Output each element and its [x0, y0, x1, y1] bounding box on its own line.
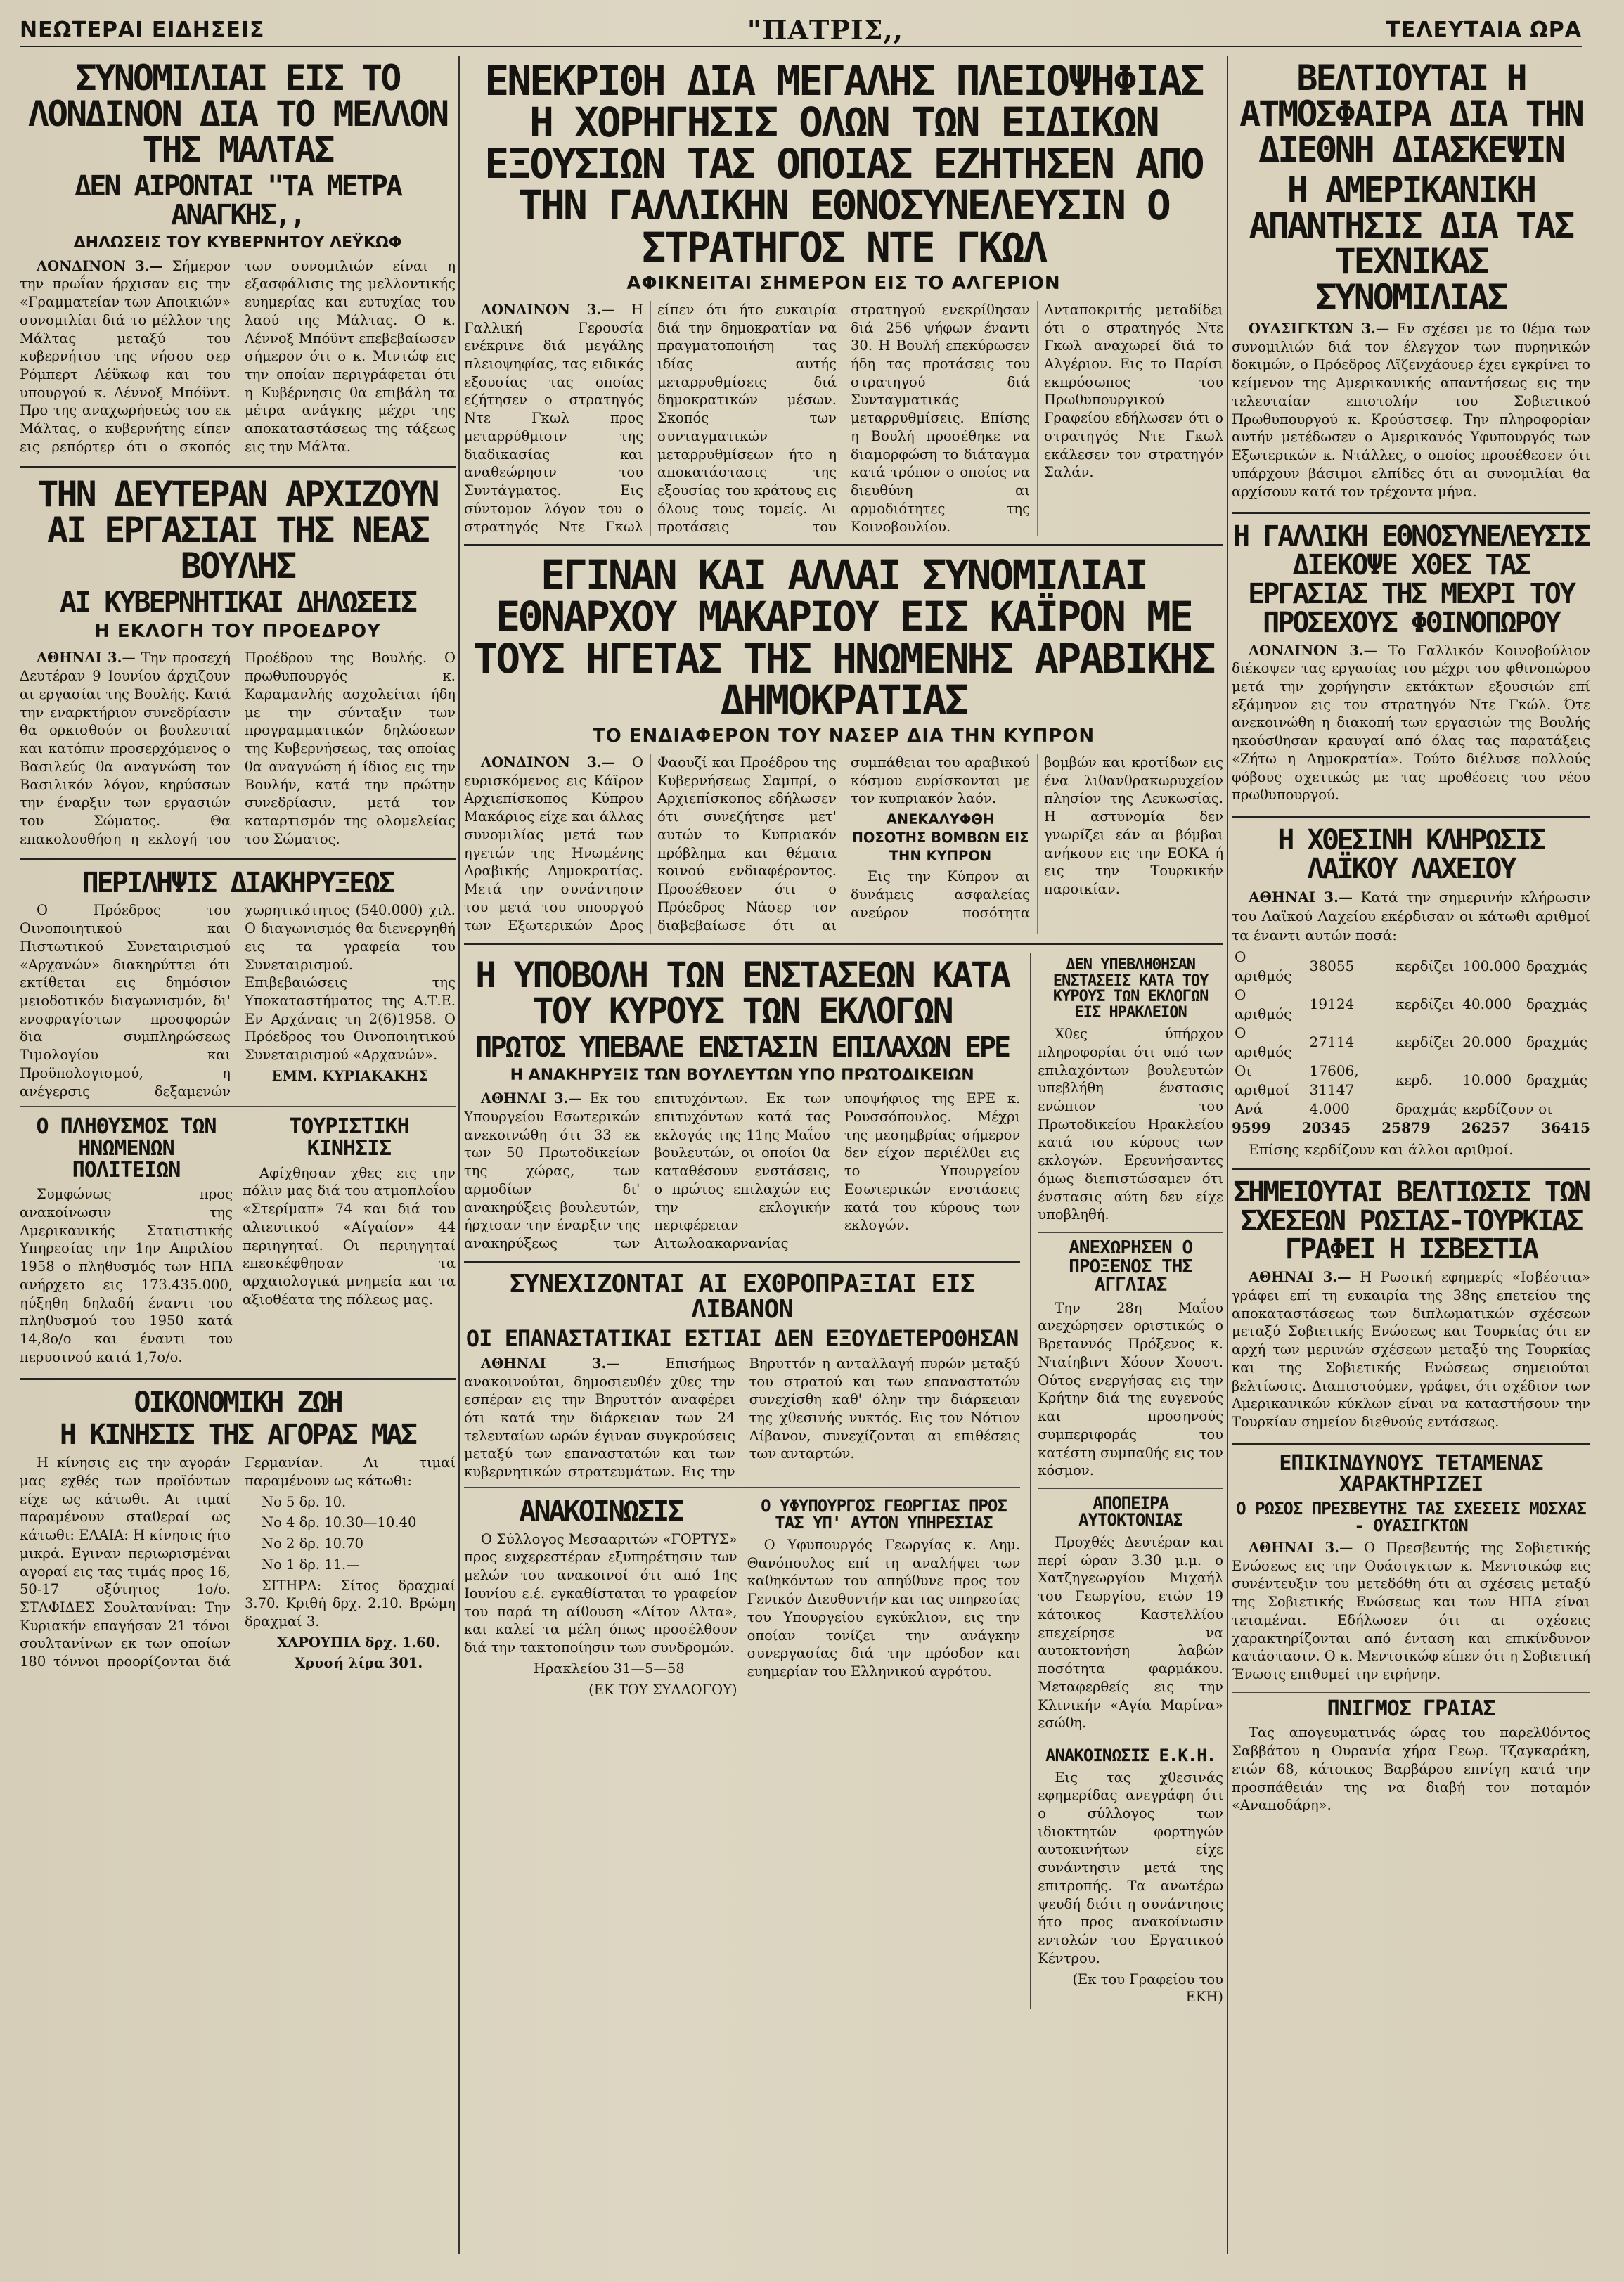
prize-amount: 40.000	[1462, 995, 1512, 1013]
article-body	[243, 1164, 456, 1312]
winning-number: 26257	[1461, 1119, 1511, 1136]
row-label: Οι αριθμοί	[1235, 1062, 1290, 1098]
signature: ΕΜΜ. ΚΥΡΙΑΚΑΚΗΣ	[271, 1067, 429, 1084]
newspaper-name: "ΠΑΤΡΙΣ,,	[747, 13, 903, 46]
divider	[1232, 1692, 1590, 1693]
headline: ΣΥΝΕΧΙΖΟΝΤΑΙ ΑΙ ΕΧΘΡΟΠΡΑΞΙΑΙ ΕΙΣ ΛΙΒΑΝΟΝ	[509, 1269, 975, 1324]
row-label: Ανά	[1235, 1100, 1263, 1117]
lower-center	[464, 953, 1223, 2009]
divider	[1232, 816, 1590, 818]
article-body	[1038, 1025, 1223, 1227]
headline: ΑΠΟΠΕΙΡΑ ΑΥΤΟΚΤΟΝΙΑΣ	[1078, 1493, 1183, 1530]
charoupia-text: ΧΑΡΟΥΠΙΑ δρχ. 1.60.	[277, 1634, 440, 1651]
dateline: ΑΘΗΝΑΙ 3.—	[1249, 1539, 1353, 1556]
article-oikonomiki	[20, 1388, 456, 1674]
winning-number: 19124	[1309, 995, 1355, 1013]
article-body	[1232, 320, 1590, 503]
article-body	[1232, 1724, 1590, 1817]
article-lottery	[1232, 826, 1590, 1159]
dateline: ΛΟΝΔΙΝΟΝ 3.—	[37, 257, 163, 274]
body-text: Αφίχθησαν χθες εις την πόλιν μας διά του ατμοπλοΐου «Στερίμαπ» 74 και διά του αλιευτικού «Αίγαίον» 44 περιηγηταί. Οι περιηγηταί επεσκέφθησαν τα αρχαιολογικά μνημεία και τα αξιοθέατα της πόλεως μας.	[243, 1164, 456, 1308]
divider	[464, 1487, 1020, 1488]
body-text: Εν σχέσει με το θέμα των συνομιλιών διά τον έλεγχον των πυρηνικών δοκιμών, ο Πρόεδρος Αϊζενχάουερ έχει εγκρίνει το κείμενον της Αμερικανικής απαντήσεως εις την τελευταίαν επιστολήν του Σοβιετικού Πρωθυπουργού κ. Κρούστσεφ. Την πληροφορίαν αυτήν μετέδωσεν ο Αμερικανός Υφυπουργός των Εξωτερικών κ. Ντάλλες, ο οποίος προσέθεσεν ότι υπάρχουν βάσιμοι ελπίδες ότι αι συνομιλίαι θα αρχίσουν κατά τον τρέχοντα μήνα.	[1232, 321, 1590, 500]
subheadline: ΠΡΩΤΟΣ ΥΠΕΒΑΛΕ ΕΝΣΤΑΣΙΝ ΕΠΙΛΑΧΩΝ ΕΡΕ	[475, 1031, 1010, 1064]
body-text: Η Γαλλική Γερουσία ενέκρινε διά μεγάλης πλειοψηφίας, τας ειδικάς εξουσίας τας οποίας εζήτησεν ο στρατηγός Ντε Γκωλ προς μεταρρύθμισιν της διαδικασίας και αναθεώρησιν του Συντάγματος. Εις σύντομον λόγον του ο στρατηγός Ντε Γκωλ είπεν ότι ήτο ευκαιρία διά την δημοκρατίαν να πραγματοποιήση τας ιδίας αυτής μεταρρυθμίσεις διά δημοκρατικών μέσων. Σκοπός των συνταγματικών μεταρρυθμίσεων ήτο η αποκατάστασις της εξουσίας του κράτους εις όλους τους τομείς. Αι προτάσεις του στρατηγού ενεκρίθησαν διά 256 ψήφων έναντι 30. Η Βουλή επεκύρωσεν ήδη τας προτάσεις του στρατηγού διά Συνταγματικάς μεταρρυθμίσεις. Επίσης η Βουλή προσέθηκε να διαμορφώση το διάταγμα κατά τρόπον ο οποίος να διευθύνη αι αρμοδιότητες της Κοινοβουλίου. Ανταποκριτής μεταδίδει ότι ο στρατηγός Ντε Γκωλ αναχωρεί διά το Αλγέριον. Εις το Παρίσι εκπρόσωπος του Πρωθυπουργικού Γραφείου εδήλωσεν ότι ο στρατηγός Ντε Γκωλ εκάλεσεν τον στρατηγόν Σαλάν.	[464, 301, 1223, 535]
place-date: Ηρακλείου 31—5—58	[533, 1660, 685, 1677]
table-row	[1232, 948, 1590, 986]
dateline: ΑΘΗΝΑΙ 3.—	[481, 1090, 582, 1107]
article-irakleio	[1038, 958, 1223, 1227]
body-text: Την προσεχή Δευτέραν 9 Ιουνίου άρχιζουν αι εργασίαι της Βουλής. Κατά την εναρκτήριον συνεδρίασιν θα ορκισθούν οι βουλευταί και κατόπιν προσερχόμενος ο Βασιλεύς θα αναγνώση τον Βασιλικόν λόγον, κηρύσσων την έναρξιν των εργασιών του Σώματος. Θα επακολουθήση η εκλογή του Προέδρου της Βουλής. Ο πρωθυπουργός κ. Καραμανλής ασχολείται ήδη με την σύνταξιν των προγραμματικών δηλώσεων της Κυβερνήσεως, τας οποίας θα αναγνώση ή ίδιος εις την Βουλήν, κατά την πρώτην συνεδρίασιν, μετά τον καταρτισμόν της ολομελείας του Σώματος.	[20, 650, 456, 847]
body-text: Προχθές Δευτέραν και περί ώραν 3.30 μ.μ. ο Χατζηγεωργίου Μιχαήλ του Γεωργίου, ετών 19 κάτοικος Καστελλίου επεχείρησε να αυτοκτονήση λαβών ποσότητα φαρμάκου. Μεταφερθείς εις την Κλινικήν «Αγία Μαρίνα» εσώθη.	[1038, 1533, 1223, 1732]
dateline: ΛΟΝΔΙΝΟΝ 3.—	[481, 301, 615, 318]
body-text: Χθες ύπήρχον πληροφορίαι ότι υπό των επιλαχόντων βουλευτών υπεβλήθη ένστασις ενώπιον του Πρωτοδικείου Ηρακλείου κατά του κύρους των εκλογών. Ερευνήσαντες όμως διεπιστώσαμεν ότι ένστασις αύτη δεν είχε υποβληθή.	[1038, 1026, 1223, 1223]
prize-amount: 100.000	[1462, 958, 1521, 975]
body-text: Η Ρωσική εφημερίς «Ισβέστια» γράφει επί τη ευκαιρία της 38ης επετείου της αποκαταστάσεως των διπλωματικών σχέσεων μεταξύ Σοβιετικής Ενώσεως και Τουρκίας ότι εν αρχή των μερινών σχέσεων μεταξύ της Τουρκίας και της Σοβιετικής Ενώσεως σημειούται βελτίωσις. Διαπιστούμεν, γράφει, ότι σχέδιον των Αμερικανικών κύκλων είναι να καταστήσουν την Τουρκίαν σημείον διεθνούς εντάσεως.	[1232, 1269, 1590, 1430]
prize-unit: δραχμάς	[1526, 1033, 1587, 1051]
body-text: Σήμερον την πρωΐαν ήρχισαν εις την «Γραμματείαν των Αποικιών» συνομιλίαι διά το μέλλον της Μάλτας μεταξύ του κυβερνήτου της νήσου σερ Ρόμπερτ Λέϋκωφ και του υπουργού κ. Λέννοξ Μπόϋντ. Προ της αναχωρήσεώς του εκ Μάλτας, ο κυβερνήτης είπεν εις ρεπόρτερ ότι ο σκοπός των συνομιλιών είναι η εξασφάλισις της μελλοντικής ευημερίας και ευτυχίας του λαού της Μάλτας. Ο κ. Λέννοξ Μπόϋντ επεβεβαίωσεν σήμερον ότι ο κ. Μιντώφ εις την οποίαν περιγράφεται ότι η Κυβέρνησις θα επιβάλη τα μέτρα ανάγκης μέχρι της αποκαταστάσεως της τάξεως εις την Μάλτα.	[20, 257, 456, 455]
article-diaskepsi	[1232, 60, 1590, 503]
article-body	[1232, 1539, 1590, 1687]
subheadline: Ο ΡΩΣΟΣ ΠΡΕΣΒΕΥΤΗΣ ΤΑΣ ΣΧΕΣΕΙΣ ΜΟΣΧΑΣ - ΟΥΑΣΙΓΚΤΩΝ	[1236, 1498, 1586, 1536]
column-rule	[1227, 56, 1228, 2254]
headline: ΣΗΜΕΙΟΥΤΑΙ ΒΕΛΤΙΩΣΙΣ ΤΩΝ ΣΧΕΣΕΩΝ ΡΩΣΙΑΣ-ΤΟΥΡΚΙΑΣ ΓΡΑΦΕΙ Η ΙΣΒΕΣΤΙΑ	[1233, 1175, 1589, 1266]
dateline: ΟΥΑΣΙΓΚΤΩΝ 3.—	[1249, 321, 1390, 337]
winning-number: 20345	[1301, 1119, 1351, 1136]
body-text: Το Γαλλικόν Κοινοβούλιον διέκοψεν τας εργασίας του μέχρι του φθινοπώρου μετά την χορήγησιν εκτάκτων εξουσιών επί εξάμηνον εις τον στρατηγόν Ντε Γκώλ. Ότε ανεκοινώθη η διακοπή των εργασιών της Βουλής ηκούσθησαν κραυγαί από όλας τας παρατάξεις «Ζήτω η Δημοκρατία». Τούτο διέλυσε πολλούς φόβους σχετικώς με τας προθέσεις του νέου πρωθυπουργού.	[1232, 642, 1590, 804]
article-degol	[464, 57, 1223, 536]
section-right-title: ΤΕΛΕΥΤΑΙΑ ΩΡΑ	[1386, 17, 1582, 42]
article-georgia	[747, 1493, 1021, 1701]
row-verb: κερδίζει	[1395, 995, 1455, 1013]
headline: ΑΝΑΚΟΙΝΩΣΙΣ	[519, 1495, 683, 1528]
headline: ΟΙΚΟΝΟΜΙΚΗ ΖΩΗ	[134, 1386, 342, 1419]
prize-unit: δραχμάς	[1526, 995, 1587, 1013]
divider	[1232, 1443, 1590, 1445]
right-column	[1232, 56, 1590, 1817]
article-body	[464, 301, 1223, 536]
body-text: Ο Σύλλογος Μεσααριτών «ΓΟΡΤΥΣ» προς ευχερεστέραν εξυπηρέτησιν των μελών του ανακοινοί ότι από 1ης Ιουνίου ε.έ. εγκαθίσταται το γραφείον του παρά τη αίθουση «Λίτον Αλτα», και καλεί τα μέλη όπως προσέλθουν διά την τακτοποίησιν των συνδρομών.	[464, 1530, 737, 1656]
body-text: Ο Υφυπουργός Γεωργίας κ. Δημ. Θανόπουλος επί τη αναλήψει των καθηκόντων του απηύθυνε προς τον Γενικόν Διευθυντήν και τας υπηρεσίας του Υπουργείου εγκύκλιον, εις την οποίαν τονίζει την ανάγκην συνεργασίας διά την πρόοδον και ευημερίαν του Ελληνικού αγρότου.	[747, 1536, 1021, 1680]
headline: Η ΧΘΕΣΙΝΗ ΚΛΗΡΩΣΙΣ ΛΑΪΚΟΥ ΛΑΧΕΙΟΥ	[1277, 824, 1545, 885]
divider	[1038, 1232, 1223, 1233]
prize-amount: 20.000	[1462, 1033, 1512, 1051]
article-perilipsis	[20, 866, 456, 1101]
price-row: Νο 1 δρ. 11.—	[262, 1556, 360, 1573]
prize-amount: κερδίζουν οι	[1462, 1100, 1553, 1117]
article-body	[20, 649, 456, 849]
dateline: ΑΘΗΝΑΙ 3.—	[1249, 888, 1353, 905]
row-label: Ο αριθμός	[1235, 1024, 1292, 1060]
divider	[20, 1378, 456, 1380]
body-text: Ο Πρόεδρος του Οινοποιητικού και Πιστωτικού Συνεταιρισμού «Αρχανών» διακηρύττει ότι εκτίθεται εις δημόσιον μειοδοτικόν διαγωνισμόν, δι' ενσφραγίστων προσφορών δια συμπληρώσεως Τιμολογίου και Προϋπολογισμού, η ανέγερσις δεξαμενών χωρητικότητος (540.000) χιλ. Ο διαγωνισμός θα διενεργηθή εις τα γραφεία του Συνεταιρισμού. Επιβεβαιώσεις της Υποκαταστήματος της Α.Τ.Ε. Εν Αρχάναις τη 2(6)1958. Ο Πρόεδρος του Οινοποιητικού Συνεταιρισμού «Αρχανών».	[20, 902, 456, 1100]
body-text: Ο Πρεσβευτής της Σοβιετικής Ενώσεως εις την Ουάσιγκτων κ. Μεντσικώφ εις συνέντευξιν του μετεδόθη ότι αι σχέσεις μεταξύ της Σοβιετικής Ενώσεως και των ΗΠΑ είναι τεταμέναι. Εδήλωσεν ότι αι σχέσεις χαρακτηρίζονται από ένταση και επικίνδυνον κατάστασιν. Ο κ. Μεντσικώφ είπεν ότι η Σοβιετική Ένωσις επιθυμεί την ειρήνην.	[1232, 1539, 1590, 1682]
masthead	[20, 13, 1582, 49]
divider	[20, 1106, 456, 1107]
headline: ΑΝΕΧΩΡΗΣΕΝ Ο ΠΡΟΞΕΝΟΣ ΤΗΣ ΑΓΓΛΙΑΣ	[1069, 1237, 1193, 1296]
body-text: Εκ του Υπουργείου Εσωτερικών ανεκοινώθη ότι 33 εκ των 50 Πρωτοδικείων της χώρας, των αρμοδίων δι' ανακηρύξεις βουλευτών, ήρχισαν την έναρξιν της ανακηρύξεως των επιτυχόντων. Εκ των επιτυχόντων κατά τας εκλογάς της 11ης Μαΐου βουλευτών, οι οποίοι θα καταθέσουν ενστάσεις, ο πρώτος επιλαχών εις την εκλογικήν περιφέρειαν Αιτωλοακαρνανίας υποψήφιος της ΕΡΕ κ. Ρουσσόπουλος. Μέχρι της μεσημβρίας σήμερον δεν είχον περιέλθει εις το Υπουργείον Εσωτερικών ενστάσεις κατά του κύρους των εκλογών.	[464, 1090, 1021, 1251]
article-autoktonia	[1038, 1495, 1223, 1735]
divider	[20, 858, 456, 860]
deck: Η ΑΝΑΚΗΡΥΞΙΣ ΤΩΝ ΒΟΥΛΕΥΤΩΝ ΥΠΟ ΠΡΩΤΟΔΙΚΕΙΩΝ	[510, 1066, 974, 1085]
lottery-outro: Επίσης κερδίζουν και άλλοι αριθμοί.	[1249, 1140, 1514, 1158]
row-label: Ο αριθμός	[1235, 986, 1292, 1022]
lottery-table	[1232, 948, 1590, 1119]
section-left-title: ΝΕΩΤΕΡΑΙ ΕΙΔΗΣΕΙΣ	[20, 17, 265, 42]
deck: ΤΟ ΕΝΔΙΑΦΕΡΟΝ ΤΟΥ ΝΑΣΕΡ ΔΙΑ ΤΗΝ ΚΥΠΡΟΝ	[592, 725, 1095, 747]
headline: ΕΓΙΝΑΝ ΚΑΙ ΑΛΛΑΙ ΣΥΝΟΜΙΛΙΑΙ ΕΘΝΑΡΧΟΥ ΜΑΚΑΡΙΟΥ ΕΙΣ ΚΑΪΡΟΝ ΜΕ ΤΟΥΣ ΗΓΕΤΑΣ ΤΗΣ ΗΝΩΜΕΝΗΣ ΑΡΑΒΙΚΗΣ ΔΗΜΟΚΡΑΤΙΑΣ	[473, 551, 1214, 724]
winning-number: 38055	[1309, 958, 1355, 975]
subheadline: ΟΙ ΕΠΑΝΑΣΤΑΤΙΚΑΙ ΕΣΤΙΑΙ ΔΕΝ ΕΞΟΥΔΕΤΕΡΟΘΗΣΑΝ	[465, 1325, 1019, 1353]
article-politeia	[20, 1112, 233, 1369]
winning-number: 27114	[1309, 1033, 1355, 1051]
row-label: Ο αριθμός	[1235, 948, 1292, 984]
subheadline: ΔΕΝ ΑΙΡΟΝΤΑΙ "ΤΑ ΜΕΤΡΑ ΑΝΑΓΚΗΣ,,	[75, 170, 401, 231]
article-ekh	[1038, 1747, 1223, 2009]
winning-number: 36415	[1541, 1119, 1590, 1136]
prize-amount: 10.000	[1462, 1071, 1512, 1089]
divider	[1038, 1488, 1223, 1489]
headline: ΑΝΑΚΟΙΝΩΣΙΣ Ε.Κ.Η.	[1045, 1746, 1216, 1766]
divider	[464, 544, 1223, 546]
gold-price-text: Χρυσή λίρα 301.	[294, 1655, 423, 1672]
lottery-intro	[1232, 888, 1590, 945]
column-rule	[458, 56, 460, 2254]
body-text: Εις τας χθεσινάς εφημερίδας ανεγράφη ότι ο σύλλογος των ιδιοκτητών φορτηγών αυτοκινήτων είχε συνάντησιν μετά της επιτροπής. Τα ανωτέρω ψευδή διότι η συνάντησις ήτο προς ανακοίνωσιν εντολών του Εργατικού Κέντρου.	[1038, 1769, 1223, 1966]
article-body	[464, 1090, 1020, 1253]
article-body	[1232, 642, 1590, 808]
short-items	[20, 1112, 456, 1369]
article-mosxa	[1232, 1450, 1590, 1687]
source-note: (ΕΚ ΤΟΥ ΣΥΛΛΟΓΟΥ)	[588, 1681, 737, 1698]
body-text: Η κίνησις εις την αγοράν μας εχθές των προϊόντων είχε ως κάτωθι. Αι τιμαί παραμένουν σταθεραί ως κάτωθι: ΕΛΑΙΑ: Η κίνησις ήτο μικρά. Εγιναν περιωρισμέναι αγοραί εις τας τιμάς προς 16, 50-17 οξύτητος 1ο/ο. ΣΤΑΦΙΔΕΣ Σουλτανίναι: Την Κυριακήν επαγήσαν 21 τόνοι σουλτανίνων εκ των οποίων 180 τόννοι προορίζονται διά Γερμανίαν. Αι τιμαί παραμένουν ως κάτωθι:	[20, 1455, 456, 1670]
row-verb: κερδίζει	[1395, 1033, 1455, 1051]
headline: ΤΟΥΡΙΣΤΙΚΗ ΚΙΝΗΣΙΣ	[289, 1114, 409, 1161]
bottom-items	[464, 1493, 1020, 1701]
winning-number: 9599	[1232, 1119, 1271, 1136]
headline: Ο ΠΛΗΘΥΣΜΟΣ ΤΩΝ ΗΝΩΜΕΝΩΝ ΠΟΛΙΤΕΙΩΝ	[36, 1114, 217, 1182]
subheadline: ΑΙ ΚΥΒΕΡΝΗΤΙΚΑΙ ΔΗΛΩΣΕΙΣ	[60, 586, 415, 619]
subheadline: Η ΑΜΕΡΙΚΑΝΙΚΗ ΑΠΑΝΤΗΣΙΣ ΔΙΑ ΤΑΣ ΤΕΧΝΙΚΑΣ ΣΥΝΟΜΙΛΙΑΣ	[1249, 169, 1573, 318]
article-boule	[20, 473, 456, 850]
article-pnigmos	[1232, 1698, 1590, 1817]
source-note: (Εκ του Γραφείου του ΕΚΗ)	[1072, 1971, 1223, 2006]
dateline: ΑΘΗΝΑΙ 3.—	[1249, 1269, 1351, 1286]
small-prize-numbers	[1232, 1119, 1590, 1137]
price-row: Νο 4 δρ. 10.30—10.40	[262, 1514, 417, 1531]
table-row	[1232, 986, 1590, 1024]
headline: Ο ΥΦΥΠΟΥΡΓΟΣ ΓΕΩΡΓΙΑΣ ΠΡΟΣ ΤΑΣ ΥΠ' ΑΥΤΟΝ ΥΠΗΡΕΣΙΑΣ	[761, 1495, 1007, 1533]
divider	[1232, 512, 1590, 514]
table-row	[1232, 1100, 1590, 1119]
body-text: Ο ευρισκόμενος εις Κάϊρον Αρχιεπίσκοπος Κύπρου Μακάριος είχε και άλλας συνομιλίας μετά των ηγετών της Ηνωμένης Αραβικής Δημοκρατίας. Μετά την συνάντησιν του μετά του υπουργού των Εξωτερικών Δρος Φαουζί και Προέδρου της Κυβερνήσεως Σαμπρί, ο Αρχιεπίσκοπος εδήλωσεν ότι συνεζήτησε μετ' αυτών το Κυπριακόν πρόβλημα και θέματα κοινού ενδιαφέροντος. Προσέθεσεν ότι ο Πρόεδρος Νάσερ τον διαβεβαίωσε ότι αι συμπάθειαι του αραβικού κόσμου ευρίσκονται με τον κυπριακόν λαόν.	[464, 754, 1030, 934]
article-body	[20, 1454, 456, 1673]
row-verb: κερδ.	[1395, 1071, 1433, 1089]
subheadline: Η ΚΙΝΗΣΙΣ ΤΗΣ ΑΓΟΡΑΣ ΜΑΣ	[60, 1419, 415, 1452]
prize-unit: δραχμάς	[1526, 958, 1587, 975]
headline: ΠΕΡΙΛΗΨΙΣ ΔΙΑΚΗΡΥΞΕΩΣ	[82, 866, 394, 899]
article-anakoinosis	[464, 1493, 737, 1701]
article-body	[747, 1536, 1021, 1684]
article-body	[1038, 1533, 1223, 1735]
winning-number: 17606, 31147	[1309, 1062, 1359, 1098]
article-izvestia	[1232, 1175, 1590, 1434]
dateline: ΑΘΗΝΑΙ 3.—	[37, 650, 136, 666]
headline: ΠΝΙΓΜΟΣ ΓΡΑΙΑΣ	[1327, 1696, 1495, 1721]
deck: ΑΦΙΚΝΕΙΤΑΙ ΣΗΜΕΡΟΝ ΕΙΣ ΤΟ ΑΛΓΕΡΙΟΝ	[626, 272, 1061, 294]
article-body	[20, 257, 456, 458]
dateline: ΑΘΗΝΑΙ 3.—	[481, 1355, 620, 1372]
article-proxenos	[1038, 1239, 1223, 1483]
price-row: Νο 5 δρ. 10.	[262, 1493, 347, 1510]
body-text: Επισήμως ανακοινούται, δημοσιευθέν χθες την εσπέραν εις την Βηρυττόν αναφέρει ότι κατά την διάρκειαν των 24 τελευταίων ωρών έγιναν συγκρούσεις μεταξύ των επαναστατών και των κυβερνητικών στρατευμάτων. Εις την Βηρυττόν η ανταλλαγή πυρών μεταξύ του στρατού και των επαναστατών συνεχίσθη καθ' όλην την διάρκειαν της χθεσινής νυκτός. Εις τον Νότιον Λίβανον, συνεχίζονται αι επιθέσεις των ανταρτών.	[464, 1355, 1021, 1481]
divider	[20, 466, 456, 468]
center-column	[464, 56, 1223, 2009]
article-body	[1038, 1769, 1223, 2010]
sitera-text: ΣΙΤΗΡΑ: Σίτος δραχμαί 3.70. Κριθή δρχ. 2.10. Βρώμη δραχμαί 3.	[245, 1577, 456, 1630]
body-text: Την 28η Μαΐου ανεχώρησεν οριστικώς ο Βρεταννός Πρόξενος κ. Νταίηβιντ Χόουν Χουστ. Ούτος ενεργήσας εις την Κρήτην διά της ευγενούς και προσηνούς συμπεριφοράς του κατέστη συμπαθής εις τον κόσμον.	[1038, 1299, 1223, 1479]
article-body	[464, 754, 1223, 934]
article-body	[20, 901, 456, 1100]
deck: Η ΕΚΛΟΓΗ ΤΟΥ ΠΡΟΕΔΡΟΥ	[94, 621, 381, 643]
article-ethnosyneleusi	[1232, 522, 1590, 807]
winning-number: 4.000	[1309, 1100, 1350, 1117]
inset-body: Εις την Κύπρον αι δυνάμεις ασφαλείας ανεύρον ποσότητα βομβών και κροτίδων εις ένα λιθανθρακωρυχείον πλησίον της Λευκωσίας. Η αστυνομία δεν γνωρίζει εάν αι βόμβαι ανήκουν εις την ΕΟΚΑ ή εις την Τουρκικήν παροικίαν.	[851, 754, 1223, 921]
table-row	[1232, 1024, 1590, 1062]
article-malta	[20, 60, 456, 458]
row-verb: κερδίζει	[1395, 958, 1455, 975]
body-text: Συμφώνως προς ανακοίνωσιν της Αμερικανικής Στατιστικής Υπηρεσίας την 1ην Απριλίου 1958 ο πληθυσμός των ΗΠΑ ανήρχετο εις 173.435.000, ηύξηθη δηλαδή έναντι του πληθυσμού του 1950 κατά 14,8ο/ο και έναντι του περυσινού κατά 1,7ο/ο.	[20, 1186, 233, 1365]
price-row: Νο 2 δρ. 10.70	[262, 1535, 364, 1552]
headline: ΕΠΙΚΙΝΔΥΝΟΥΣ ΤΕΤΑΜΕΝΑΣ ΧΑΡΑΚΤΗΡΙΖΕΙ	[1279, 1450, 1543, 1497]
winning-number: 25879	[1381, 1119, 1431, 1136]
lower-center-left	[464, 953, 1020, 2009]
article-livanos	[464, 1269, 1021, 1481]
article-enstaseis	[464, 955, 1021, 1252]
inset-headline: ΑΝΕΚΑΛΥΦΘΗ ΠΟΣΟΤΗΣ ΒΟΜΒΩΝ ΕΙΣ ΤΗΝ ΚΥΠΡΟΝ	[851, 811, 1029, 864]
article-body	[464, 1530, 737, 1702]
row-verb: δραχμάς	[1395, 1100, 1457, 1117]
body-text: Κατά την σημερινήν κλήρωσιν του Λαϊκού Λαχείου εκέρδισαν οι κάτωθι αριθμοί τα έναντι αυτών ποσά:	[1232, 888, 1590, 943]
divider	[1232, 1168, 1590, 1170]
article-body	[1038, 1299, 1223, 1483]
body-text: Τας απογευματινάς ώρας του παρελθόντος Σαββάτου η Ουρανία χήρα Γεωρ. Τζαγκαράκη, ετών 68, κάτοικος Βαρβάρου επνίγη κατά την προσπάθειάν της να διαβή τον ποταμόν «Αναποδάρη».	[1232, 1725, 1590, 1814]
left-column	[20, 56, 456, 1673]
dateline: ΛΟΝΔΙΝΟΝ 3.—	[1249, 642, 1378, 659]
dateline: ΛΟΝΔΙΝΟΝ 3.—	[481, 754, 616, 771]
article-body	[20, 1185, 233, 1369]
lower-center-right	[1030, 953, 1223, 2009]
article-body	[1232, 1268, 1590, 1434]
article-body	[464, 1355, 1020, 1481]
headline: ΤΗΝ ΔΕΥΤΕΡΑΝ ΑΡΧΙΖΟΥΝ ΑΙ ΕΡΓΑΣΙΑΙ ΤΗΣ ΝΕΑΣ ΒΟΥΛΗΣ	[37, 473, 438, 586]
headline: ΔΕΝ ΥΠΕΒΛΗΘΗΣΑΝ ΕΝΣΤΑΣΕΙΣ ΚΑΤΑ ΤΟΥ ΚΥΡΟΥΣ ΤΩΝ ΕΚΛΟΓΩΝ ΕΙΣ ΗΡΑΚΛΕΙΟΝ	[1052, 956, 1209, 1021]
article-touristiki	[243, 1112, 456, 1369]
divider	[464, 943, 1223, 945]
deck: ΔΗΛΩΣΕΙΣ ΤΟΥ ΚΥΒΕΡΝΗΤΟΥ ΛΕΫΚΩΦ	[73, 233, 402, 252]
divider	[464, 1261, 1020, 1263]
headline: ΒΕΛΤΙΟΥΤΑΙ Η ΑΤΜΟΣΦΑΙΡΑ ΔΙΑ ΤΗΝ ΔΙΕΘΝΗ ΔΙΑΣΚΕΨΙΝ	[1239, 58, 1583, 170]
headline: ΣΥΝΟΜΙΛΙΑΙ ΕΙΣ ΤΟ ΛΟΝΔΙΝΟΝ ΔΙΑ ΤΟ ΜΕΛΛΟΝ ΤΗΣ ΜΑΛΤΑΣ	[27, 58, 448, 170]
table-row	[1232, 1062, 1590, 1100]
headline: Η ΥΠΟΒΟΛΗ ΤΩΝ ΕΝΣΤΑΣΕΩΝ ΚΑΤΑ ΤΟΥ ΚΥΡΟΥΣ ΤΩΝ ΕΚΛΟΓΩΝ	[475, 955, 1010, 1032]
article-makarios	[464, 551, 1223, 934]
prize-unit: δραχμάς	[1526, 1071, 1587, 1089]
headline: Η ΓΑΛΛΙΚΗ ΕΘΝΟΣΥΝΕΛΕΥΣΙΣ ΔΙΕΚΟΨΕ ΧΘΕΣ ΤΑΣ ΕΡΓΑΣΙΑΣ ΤΗΣ ΜΕΧΡΙ ΤΟΥ ΠΡΟΣΕΧΟΥΣ ΦΘΙΝΟΠΩΡΟΥ	[1233, 520, 1589, 639]
headline: ΕΝΕΚΡΙΘΗ ΔΙΑ ΜΕΓΑΛΗΣ ΠΛΕΙΟΨΗΦΙΑΣ Η ΧΟΡΗΓΗΣΙΣ ΟΛΩΝ ΤΩΝ ΕΙΔΙΚΩΝ ΕΞΟΥΣΙΩΝ ΤΑΣ ΟΠΟΙΑΣ ΕΖΗΤΗΣΕΝ ΑΠΟ ΤΗΝ ΓΑΛΛΙΚΗΝ ΕΘΝΟΣΥΝΕΛΕΥΣΙΝ Ο ΣΤΡΑΤΗΓΟΣ ΝΤΕ ΓΚΩΛ	[484, 57, 1203, 271]
